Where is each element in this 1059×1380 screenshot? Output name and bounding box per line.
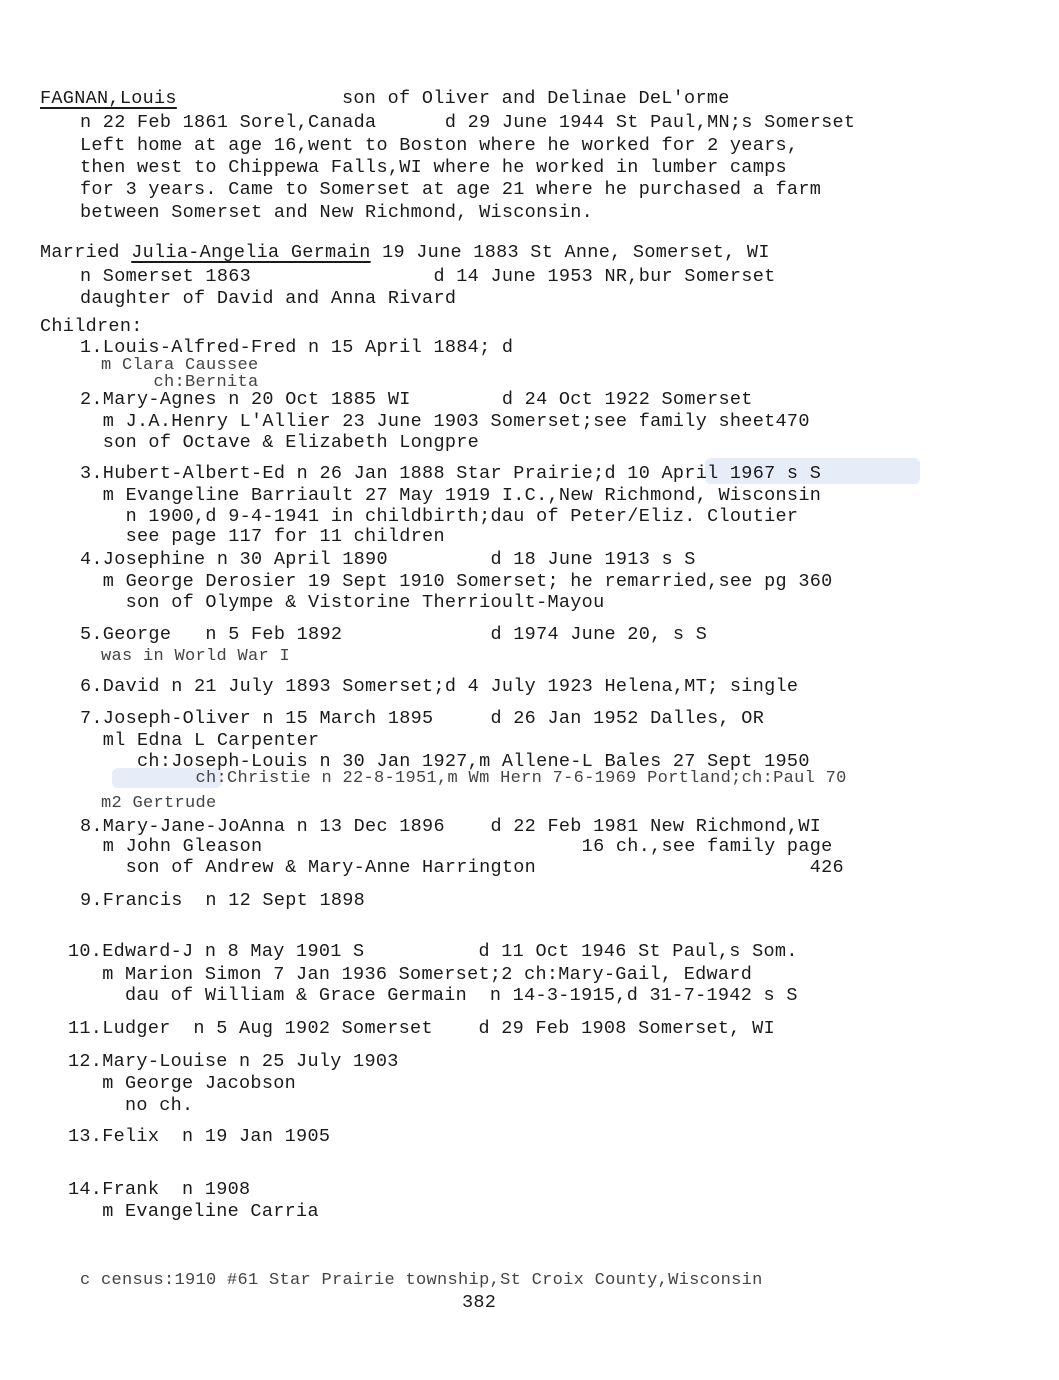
child-entry-line: m George Derosier 19 Sept 1910 Somerset; he remarried,see pg 360 [80, 571, 833, 592]
spouse-parents: daughter of David and Anna Rivard [80, 288, 457, 309]
page-number: 382 [462, 1292, 497, 1313]
child-entry-line: m Marion Simon 7 Jan 1936 Somerset;2 ch:Mary-Gail, Edward [68, 964, 753, 985]
child-entry-line: ch:Joseph-Louis n 30 Jan 1927,m Allene-L Bales 27 Sept 1950 [80, 751, 810, 772]
child-entry-line: n 1900,d 9-4-1941 in childbirth;dau of Peter/Eliz. Cloutier [80, 506, 799, 527]
spouse-birth-death: n Somerset 1863 d 14 June 1953 NR,bur Somerset [80, 266, 776, 287]
child-entry-line: 6.David n 21 July 1893 Somerset;d 4 July 1923 Helena,MT; single [80, 676, 799, 697]
child-entry-line: m Evangeline Carria [68, 1201, 319, 1222]
child-entry-line: son of Olympe & Vistorine Therrioult-Mayou [80, 592, 605, 613]
children-label: Children: [40, 316, 143, 337]
child-entry-line: 7.Joseph-Oliver n 15 March 1895 d 26 Jan 1952 Dalles, OR [80, 708, 765, 729]
bio-line: between Somerset and New Richmond, Wisconsin. [80, 202, 594, 223]
bio-line: for 3 years. Came to Somerset at age 21 where he purchased a farm [80, 179, 822, 200]
child-entry-line: 10.Edward-J n 8 May 1901 S d 11 Oct 1946 St Paul,s Som. [68, 941, 798, 962]
child-entry-line: 9.Francis n 12 Sept 1898 [80, 890, 366, 911]
child-entry-line: ml Edna L Carpenter [80, 730, 320, 751]
child-entry-line: 14.Frank n 1908 [68, 1179, 251, 1200]
child-entry-line: m George Jacobson [68, 1073, 297, 1094]
child-entry-line: 4.Josephine n 30 April 1890 d 18 June 1913 s S [80, 549, 696, 570]
bio-line: then west to Chippewa Falls,WI where he worked in lumber camps [80, 157, 787, 178]
child-entry-line: 8.Mary-Jane-JoAnna n 13 Dec 1896 d 22 Feb 1981 New Richmond,WI [80, 816, 822, 837]
child-entry-line: m Evangeline Barriault 27 May 1919 I.C.,New Richmond, Wisconsin [80, 485, 822, 506]
child-entry-line: 1.Louis-Alfred-Fred n 15 April 1884; d [80, 337, 514, 358]
child-entry-line: see page 117 for 11 children [80, 526, 445, 547]
child-entry-line: m J.A.Henry L'Allier 23 June 1903 Somerset;see family sheet470 [80, 411, 810, 432]
marriage-details: 19 June 1883 St Anne, Somerset, WI [370, 242, 770, 263]
child-entry-line: 13.Felix n 19 Jan 1905 [68, 1126, 331, 1147]
child-entry-line: 3.Hubert-Albert-Ed n 26 Jan 1888 Star Prairie;d 10 April 1967 s S [80, 463, 822, 484]
child-entry-line: m John Gleason 16 ch.,see family page [80, 836, 833, 857]
child-entry-line: ch:Bernita [80, 373, 259, 392]
person-name: FAGNAN,Louis [40, 88, 177, 109]
marriage-prefix: Married [40, 242, 132, 263]
child-entry-line: son of Andrew & Mary-Anne Harrington 426 [80, 857, 844, 878]
child-entry-line: m Clara Caussee [80, 356, 259, 375]
child-entry-line: was in World War I [80, 647, 291, 666]
child-entry-line: son of Octave & Elizabeth Longpre [80, 432, 480, 453]
child-entry-line: dau of William & Grace Germain n 14-3-1915,d 31-7-1942 s S [68, 985, 798, 1006]
child-entry-line: m2 Gertrude [80, 794, 217, 813]
person-parents: son of Oliver and Delinae DeL'orme [342, 88, 730, 109]
child-entry-line: no ch. [68, 1095, 194, 1116]
child-entry-line: 12.Mary-Louise n 25 July 1903 [68, 1051, 399, 1072]
marriage-line [40, 244, 770, 263]
spouse-name: Julia-Angelia Germain [131, 242, 371, 263]
child-entry-line: 5.George n 5 Feb 1892 d 1974 June 20, s S [80, 624, 708, 645]
child-entry-line: 11.Ludger n 5 Aug 1902 Somerset d 29 Feb 1908 Somerset, WI [68, 1018, 775, 1039]
child-entry-line: ch:Christie n 22-8-1951,m Wm Hern 7-6-1969 Portland;ch:Paul 70 [80, 769, 847, 788]
child-entry-line: 2.Mary-Agnes n 20 Oct 1885 WI d 24 Oct 1922 Somerset [80, 389, 753, 410]
bio-line: Left home at age 16,went to Boston where he worked for 2 years, [80, 135, 799, 156]
person-birth-death: n 22 Feb 1861 Sorel,Canada d 29 June 1944 St Paul,MN;s Somerset [80, 112, 856, 133]
census-note: c census:1910 #61 Star Prairie township,St Croix County,Wisconsin [80, 1271, 763, 1290]
